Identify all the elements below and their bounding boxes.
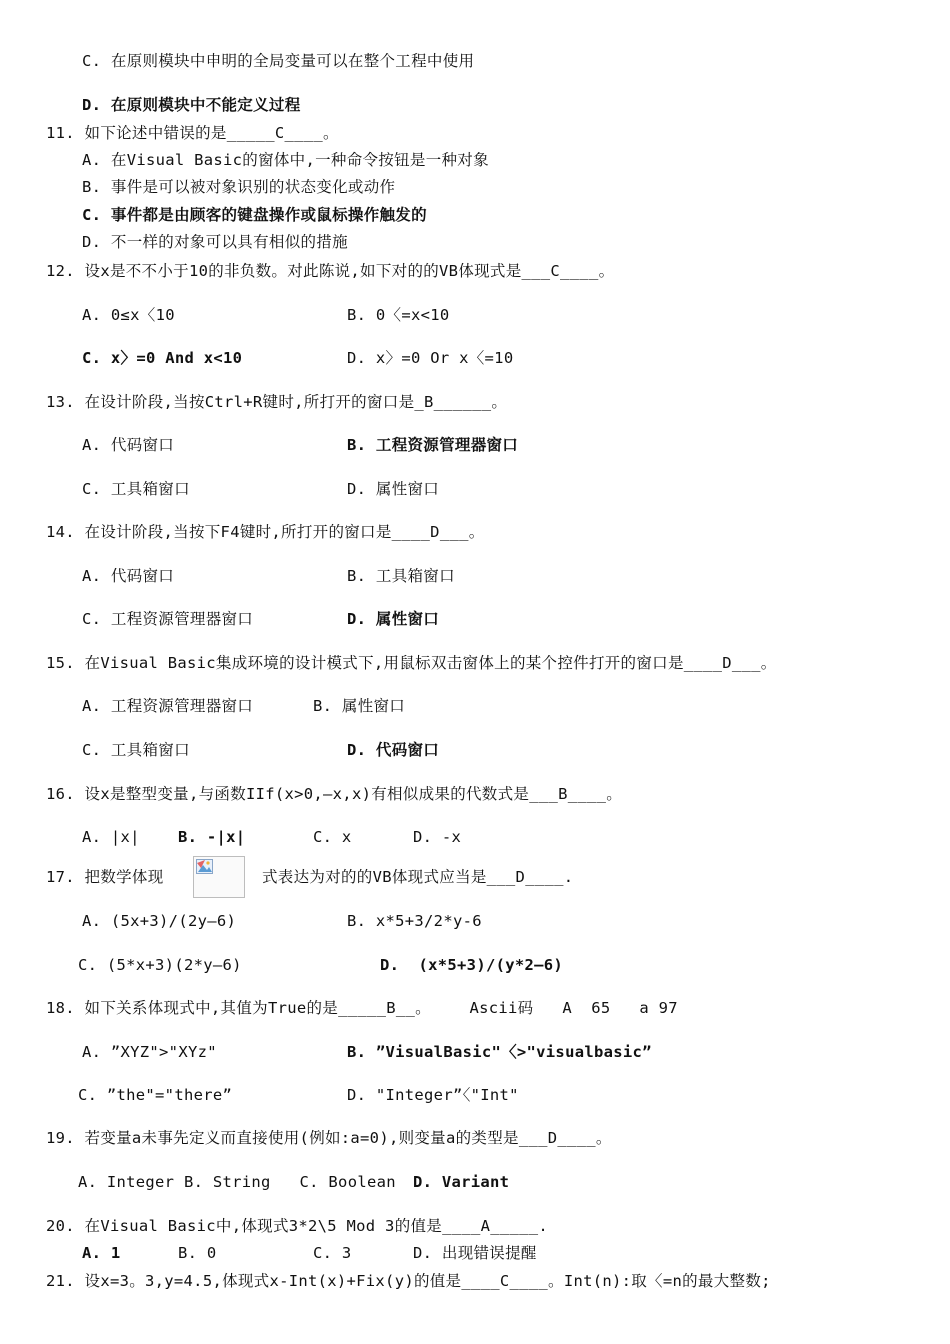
question-21: 21. 设x=3。3,y=4.5,体现式x-Int(x)+Fix(y)的值是____C____。Int(n):取〈=n的最大整数;: [46, 1272, 771, 1290]
question-15-option-c: C. 工具箱窗口: [82, 741, 190, 759]
question-11-option-c: C. 事件都是由顾客的键盘操作或鼠标操作触发的: [82, 206, 427, 224]
question-12-option-b: B. 0〈=x<10: [347, 306, 450, 324]
question-13: 13. 在设计阶段,当按Ctrl+R键时,所打开的窗口是_B______。: [46, 393, 508, 411]
question-15: 15. 在Visual Basic集成环境的设计模式下,用鼠标双击窗体上的某个控件打开的窗口是____D___。: [46, 654, 777, 672]
question-13-option-a: A. 代码窗口: [82, 436, 175, 454]
question-14-option-d: D. 属性窗口: [347, 610, 440, 628]
question-18-option-c: C. ”the"="there”: [78, 1086, 233, 1104]
question-19-options-abc: A. Integer B. String C. Boolean: [78, 1173, 396, 1191]
question-16-option-d: D. -x: [413, 828, 462, 846]
broken-image-icon: [196, 859, 218, 877]
option-c-line: C. 在原则模块中申明的全局变量可以在整个工程中使用: [82, 52, 475, 70]
question-18-option-a: A. ”XYZ">"XYz": [82, 1043, 217, 1061]
question-15-option-b: B. 属性窗口: [313, 697, 406, 715]
question-16-option-c: C. x: [313, 828, 352, 846]
question-16-option-b: B. -|x|: [178, 828, 246, 846]
question-17-option-c: C. (5*x+3)(2*y—6): [78, 956, 242, 974]
option-d-answer-line: D. 在原则模块中不能定义过程: [82, 96, 301, 114]
formula-image-placeholder-icon: [193, 856, 245, 898]
question-17-option-b: B. x*5+3/2*y-6: [347, 912, 482, 930]
question-18-option-d: D. "Integer”〈"Int": [347, 1086, 519, 1104]
question-17-prefix: 17. 把数学体现: [46, 868, 164, 886]
question-19-option-d: D. Variant: [413, 1173, 510, 1191]
question-14-option-a: A. 代码窗口: [82, 567, 175, 585]
question-16-option-a: A. |x|: [82, 828, 140, 846]
question-20-option-a: A. 1: [82, 1244, 121, 1262]
question-16: 16. 设x是整型变量,与函数IIf(x>0,—x,x)有相似成果的代数式是___B____。: [46, 785, 623, 803]
question-20: 20. 在Visual Basic中,体现式3*2\5 Mod 3的值是____A_____.: [46, 1217, 549, 1235]
question-14: 14. 在设计阶段,当按下F4键时,所打开的窗口是____D___。: [46, 523, 485, 541]
question-15-option-d: D. 代码窗口: [347, 741, 440, 759]
question-11-option-a: A. 在Visual Basic的窗体中,一种命令按钮是一种对象: [82, 151, 489, 169]
question-18-option-b: B. ”VisualBasic"〈>"visualbasic”: [347, 1043, 652, 1061]
question-14-option-c: C. 工程资源管理器窗口: [82, 610, 254, 628]
question-13-option-c: C. 工具箱窗口: [82, 480, 190, 498]
question-17-option-d: D. (x*5+3)/(y*2—6): [380, 956, 564, 974]
question-12: 12. 设x是不不小于10的非负数。对此陈说,如下对的的VB体现式是___C____。: [46, 262, 615, 280]
question-15-option-a: A. 工程资源管理器窗口: [82, 697, 254, 715]
question-12-option-a: A. 0≤x〈10: [82, 306, 175, 324]
question-20-option-d: D. 出现错误提醒: [413, 1244, 537, 1262]
question-13-option-b: B. 工程资源管理器窗口: [347, 436, 519, 454]
question-17-option-a: A. (5x+3)/(2y—6): [82, 912, 237, 930]
question-12-option-d: D. x〉=0 Or x〈=10: [347, 349, 514, 367]
question-12-option-c: C. x〉=0 And x<10: [82, 349, 243, 367]
question-18: 18. 如下关系体现式中,其值为True的是_____B__。 Ascii码 A 65 a 97: [46, 999, 678, 1017]
question-11-option-b: B. 事件是可以被对象识别的状态变化或动作: [82, 178, 396, 196]
question-17-suffix: 式表达为对的的VB体现式应当是___D____.: [262, 868, 574, 886]
question-20-option-c: C. 3: [313, 1244, 352, 1262]
question-19: 19. 若变量a未事先定义而直接使用(例如:a=0),则变量a的类型是___D____。: [46, 1129, 612, 1147]
question-11: 11. 如下论述中错误的是_____C____。: [46, 124, 339, 142]
question-11-option-d: D. 不一样的对象可以具有相似的措施: [82, 233, 348, 251]
question-13-option-d: D. 属性窗口: [347, 480, 440, 498]
question-14-option-b: B. 工具箱窗口: [347, 567, 455, 585]
question-20-option-b: B. 0: [178, 1244, 217, 1262]
